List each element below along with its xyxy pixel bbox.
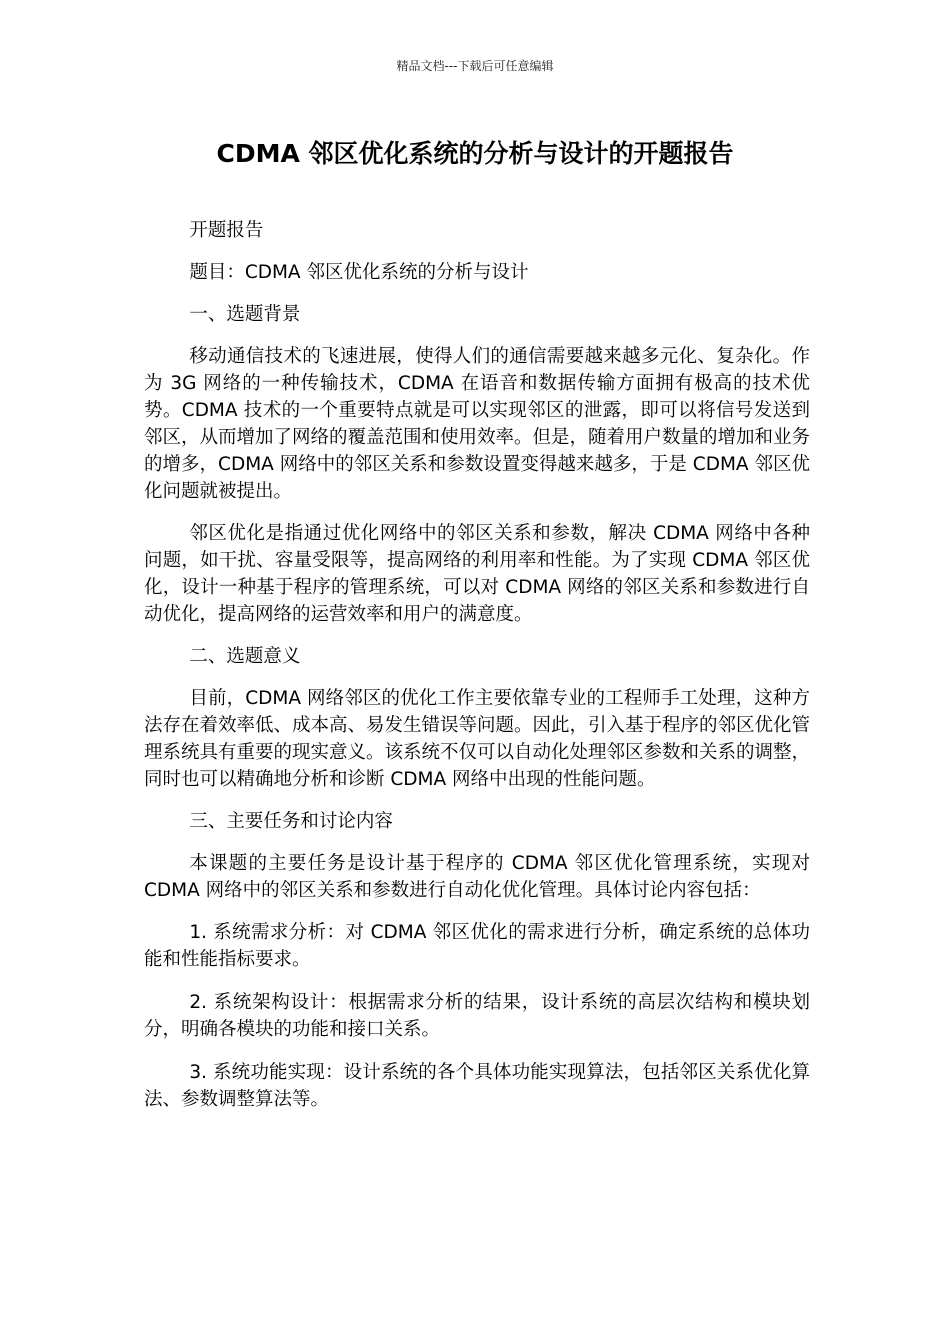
paragraph-significance: 目前，CDMA 网络邻区的优化工作主要依靠专业的工程师手工处理，这种方法存在着效率低、成本高、易发生错误等问题。因此，引入基于程序的邻区优化管理系统具有重要的现实意义。该系统不仅可以自动化处理邻区参数和关系的调整，同时也可以精确地分析和诊断 CDMA 网络中出现的性能问题。	[144, 688, 811, 790]
paragraph-tasks: 本课题的主要任务是设计基于程序的 CDMA 邻区优化管理系统，实现对 CDMA 网络中的邻区关系和参数进行自动化优化管理。具体讨论内容包括：	[144, 853, 810, 901]
report-label: 开题报告	[189, 220, 264, 241]
list-item: 3. 系统功能实现：设计系统的各个具体功能实现算法，包括邻区关系优化算法、参数调整算法等。	[144, 1062, 810, 1110]
report-topic: 题目：CDMA 邻区优化系统的分析与设计	[189, 262, 529, 283]
section-heading-tasks: 三、主要任务和讨论内容	[189, 811, 393, 832]
section-heading-significance: 二、选题意义	[189, 646, 301, 667]
document-body	[144, 217, 810, 1129]
paragraph-background-2: 邻区优化是指通过优化网络中的邻区关系和参数，解决 CDMA 网络中各种问题，如干扰、容量受限等，提高网络的利用率和性能。为了实现 CDMA 邻区优化，设计一种基于程序的管理系统，可以对 CDMA 网络的邻区关系和参数进行自动优化，提高网络的运营效率和用户的满意度。	[144, 523, 810, 625]
header-note: 精品文档---下载后可任意编辑	[396, 59, 554, 73]
list-item: 2. 系统架构设计：根据需求分析的结果，设计系统的高层次结构和模块划分，明确各模块的功能和接口关系。	[144, 992, 810, 1040]
list-item: 1. 系统需求分析：对 CDMA 邻区优化的需求进行分析，确定系统的总体功能和性能指标要求。	[144, 922, 810, 970]
document-title: CDMA 邻区优化系统的分析与设计的开题报告	[216, 139, 734, 168]
section-heading-background: 一、选题背景	[189, 304, 301, 325]
paragraph-background-1: 移动通信技术的飞速进展，使得人们的通信需要越来越多元化、复杂化。作为 3G 网络的一种传输技术，CDMA 在语音和数据传输方面拥有极高的技术优势。CDMA 技术的一个重要特点就是可以实现邻区的泄露，即可以将信号发送到邻区，从而增加了网络的覆盖范围和使用效率。但是，随着用户数量的增加和业务的增多，CDMA 网络中的邻区关系和参数设置变得越来越多，于是 CDMA 邻区优化问题就被提出。	[144, 346, 811, 502]
